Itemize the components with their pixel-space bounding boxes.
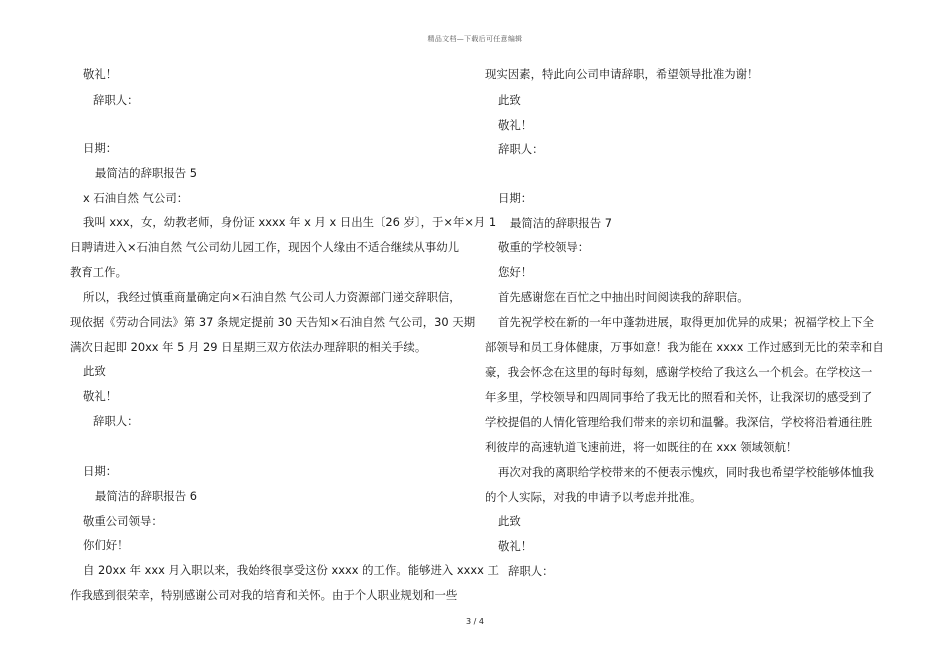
text-line: 豪，我会怀念在这里的每时每刻，感谢学校给了我这么一个机会。在学校这一 bbox=[485, 365, 873, 379]
text-line: 此致 bbox=[498, 93, 521, 107]
text-line: 教育工作。 bbox=[70, 265, 127, 279]
text-line: 此致 bbox=[498, 514, 521, 528]
text-line: 日期： bbox=[83, 141, 118, 155]
text-line: 辞职人： bbox=[93, 93, 139, 107]
text-line: 现依据《劳动合同法》第 37 条规定提前 30 天告知×石油自然 气公司，30 天期 bbox=[70, 315, 476, 329]
text-line: 现实因素，特此向公司申请辞职，希望领导批准为谢！ bbox=[485, 67, 759, 81]
text-line: 首先祝学校在新的一年中蓬勃进展，取得更加优异的成果；祝福学校上下全 bbox=[498, 315, 874, 329]
text-line: 首先感谢您在百忙之中抽出时间阅读我的辞职信。 bbox=[498, 290, 749, 304]
text-line: 所以，我经过慎重商量确定向×石油自然 气公司人力资源部门递交辞职信， bbox=[83, 290, 461, 304]
text-line: x 石油自然 气公司： bbox=[83, 191, 189, 205]
text-line: 敬礼！ bbox=[498, 118, 533, 132]
text-line: 学校提倡的人情化管理给我们带来的亲切和温馨。我深信，学校将沿着通往胜 bbox=[485, 415, 873, 429]
text-line: 的个人实际，对我的申请予以考虑并批准。 bbox=[485, 490, 702, 504]
text-line: 您好！ bbox=[498, 265, 533, 279]
text-line: 作我感到很荣幸，特别感谢公司对我的培育和关怀。由于个人职业规划和一些 bbox=[70, 588, 458, 602]
text-line: 最简洁的辞职报告 6 bbox=[95, 489, 197, 503]
text-line: 日聘请进入×石油自然 气公司幼儿园工作，现因个人缘由不适合继续从事幼儿 bbox=[70, 240, 460, 254]
text-line: 辞职人： bbox=[498, 142, 544, 156]
text-line: 最简洁的辞职报告 7 bbox=[510, 216, 612, 230]
text-line: 敬重的学校领导： bbox=[498, 240, 590, 254]
text-line: 我叫 xxx，女，幼教老师，身份证 xxxx 年 x 月 x 日出生〔26 岁〕，于×年×月 1 bbox=[83, 215, 497, 229]
text-line: 敬重公司领导： bbox=[83, 514, 163, 528]
text-line: 再次对我的离职给学校带来的不便表示愧疚，同时我也希望学校能够体恤我 bbox=[498, 465, 874, 479]
text-line: 部领导和员工身体健康，万事如意！我为能在 xxxx 工作过感到无比的荣幸和自 bbox=[485, 340, 884, 354]
text-line: 利彼岸的高速轨道飞速前进，将一如既往的在 xxx 领域领航！ bbox=[485, 440, 798, 454]
text-line: 辞职人： bbox=[93, 414, 139, 428]
text-line: 敬礼！ bbox=[498, 539, 533, 553]
text-line: 敬礼！ bbox=[83, 389, 118, 403]
text-line: 自 20xx 年 xxx 月入职以来，我始终很享受这份 xxxx 的工作。能够进入 xxxx 工 bbox=[83, 563, 499, 577]
text-line: 此致 bbox=[83, 364, 106, 378]
text-line: 日期： bbox=[498, 191, 533, 205]
page-number: 3 / 4 bbox=[466, 617, 484, 626]
text-line: 年多里，学校领导和四周同事给了我无比的照看和关怀，让我深切的感受到了 bbox=[485, 390, 873, 404]
text-line: 日期： bbox=[83, 464, 118, 478]
text-line: 满次日起即 20xx 年 5 月 29 日星期三双方依法办理辞职的相关手续。 bbox=[70, 340, 427, 354]
text-line: 最简洁的辞职报告 5 bbox=[95, 166, 197, 180]
text-line: 辞职人： bbox=[508, 564, 554, 578]
text-line: 你们好！ bbox=[83, 538, 129, 552]
text-line: 敬礼！ bbox=[83, 67, 118, 81]
page-header: 精品文档—下载后可任意编辑 bbox=[427, 35, 523, 43]
